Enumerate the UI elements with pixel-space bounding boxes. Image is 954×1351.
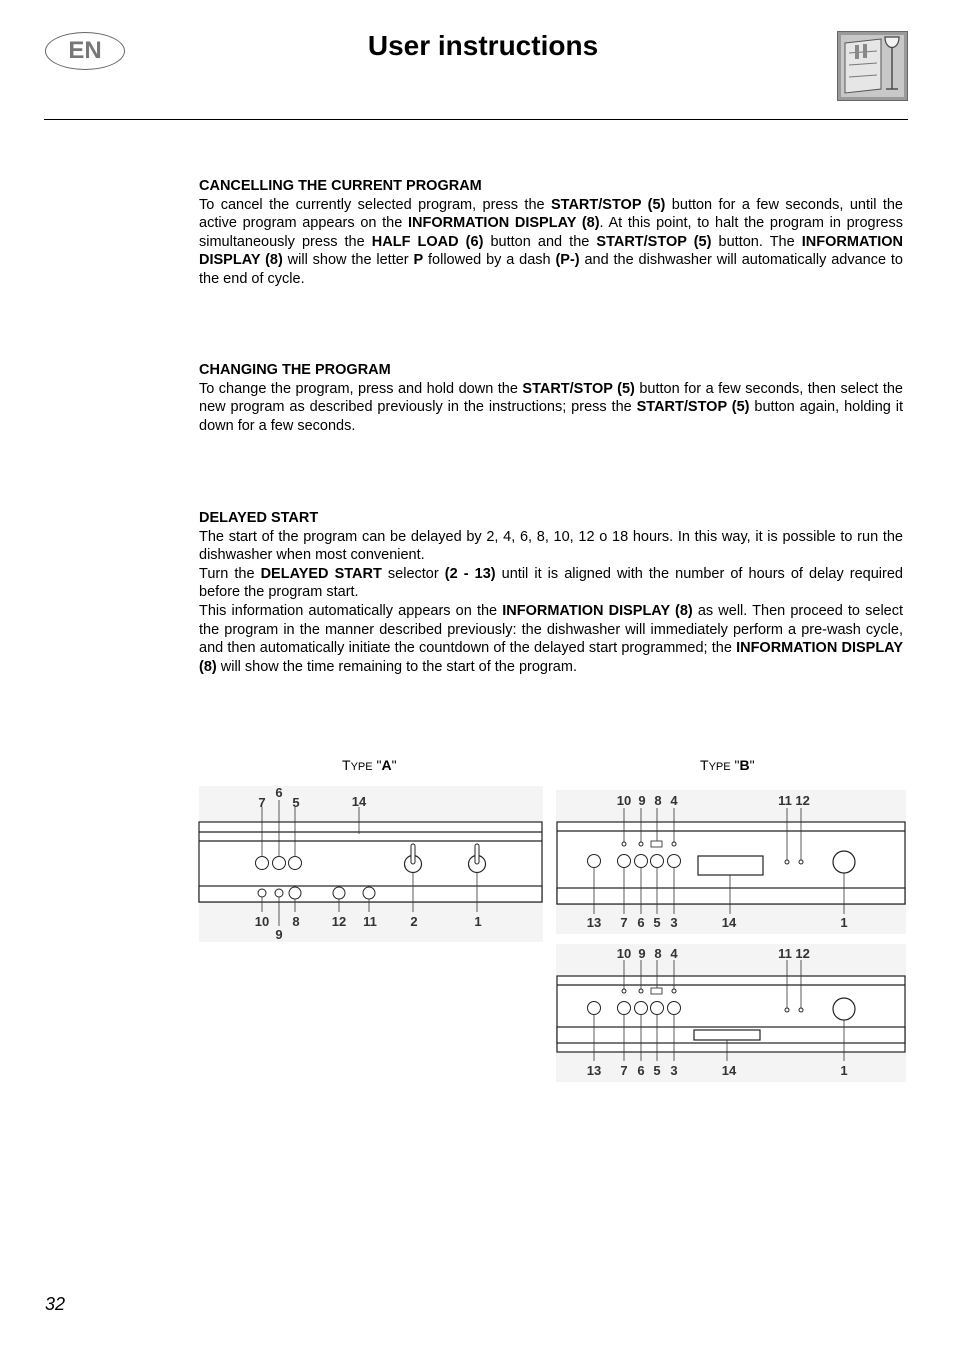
callout-label: 10	[616, 946, 632, 961]
header-rule	[44, 119, 908, 120]
callout-label: 5	[653, 1063, 661, 1078]
callout-label: 13	[586, 1063, 602, 1078]
bold-term: INFORMATION DISPLAY (8)	[502, 602, 693, 619]
type-a-label: TYPE "A"	[342, 757, 397, 773]
bold-term: HALF LOAD (6)	[371, 233, 484, 250]
callout-label: 8	[292, 914, 300, 929]
section-paragraph: This information automatically appears on the INFORMATION DISPLAY (8) as well. Then proceed to select the program in the manner described previously: the dishwasher will immediately perform a pre-wash cycle, and then automatically initiate the countdown of the delayed start programmed; the INFORMATION DISPLAY (8) will show the time remaining to the start of the program.	[199, 602, 904, 675]
type-a-control-panel	[199, 782, 543, 946]
page-title: User instructions	[367, 30, 599, 61]
bold-term: (P-)	[555, 252, 580, 269]
callout-label: 4	[670, 946, 678, 961]
bold-term: P	[413, 252, 424, 269]
section-cancelling	[199, 177, 903, 289]
callout-label: 10	[254, 914, 270, 929]
section-paragraph: Turn the DELAYED START selector (2 - 13) until it is aligned with the number of hours of delay required before the program start.	[199, 565, 903, 601]
callout-label: 7	[620, 1063, 628, 1078]
type-b-control-panel-1	[556, 782, 906, 934]
callout-label: 8	[654, 793, 662, 808]
callout-label: 3	[670, 915, 678, 930]
callout-label: 2	[410, 914, 418, 929]
callout-label: 9	[638, 946, 646, 961]
bold-term: START/STOP (5)	[551, 196, 666, 213]
callout-label: 14	[351, 794, 367, 809]
bold-term: INFORMATION DISPLAY (8)	[407, 215, 600, 232]
callout-label: 7	[620, 915, 628, 930]
callout-label: 9	[275, 927, 283, 942]
bold-term: INFORMATION DISPLAY (8)	[199, 233, 903, 269]
language-badge: EN	[45, 32, 125, 70]
dishwasher-icon	[837, 31, 908, 101]
callout-label: 7	[258, 795, 266, 810]
callout-label: 11 12	[778, 946, 810, 961]
section-paragraph: To change the program, press and hold down the START/STOP (5) button for a few seconds, then select the new program as described previously in the instructions; press the START/STOP (5) button again, holding it down for a few seconds.	[199, 380, 903, 434]
bold-term: DELAYED START	[260, 565, 382, 582]
callout-label: 11	[363, 914, 377, 929]
section-paragraph: To cancel the currently selected program, press the START/STOP (5) button for a few seconds, until the active program appears on the INFORMATION DISPLAY (8). At this point, to halt the program in progress simultaneously press the HALF LOAD (6) button and the START/STOP (5) button. The INFORMATION DISPLAY (8) will show the letter P followed by a dash (P-) and the dishwasher will automatically advance to the end of cycle.	[199, 196, 903, 287]
callout-label: 14	[721, 1063, 737, 1078]
section-heading: DELAYED START	[199, 510, 319, 526]
bold-term: (2 - 13)	[444, 565, 496, 582]
page-number: 32	[45, 1294, 66, 1314]
type-b-control-panel-2	[556, 936, 906, 1082]
callout-label: 6	[637, 1063, 645, 1078]
callout-label: 6	[275, 785, 283, 800]
callout-label: 12	[331, 914, 347, 929]
callout-label: 14	[721, 915, 737, 930]
section-changing	[199, 361, 903, 435]
bold-term: START/STOP (5)	[596, 233, 712, 250]
type-b-label: TYPE "B"	[700, 757, 755, 773]
callout-label: 4	[670, 793, 678, 808]
bold-term: START/STOP (5)	[522, 380, 635, 397]
callout-label: 1	[840, 915, 848, 930]
callout-label: 5	[653, 915, 661, 930]
bold-term: INFORMATION DISPLAY (8)	[199, 640, 903, 675]
callout-label: 6	[637, 915, 645, 930]
bold-term: START/STOP (5)	[636, 399, 750, 416]
callout-label: 10	[616, 793, 632, 808]
callout-label: 1	[840, 1063, 848, 1078]
callout-label: 1	[474, 914, 482, 929]
callout-label: 8	[654, 946, 662, 961]
section-paragraph: The start of the program can be delayed by 2, 4, 6, 8, 10, 12 o 18 hours. In this way, it is possible to run the dishwasher when most convenient.	[199, 528, 903, 564]
section-delayed-start	[199, 509, 903, 676]
callout-label: 11 12	[778, 793, 810, 808]
section-heading: CANCELLING THE CURRENT PROGRAM	[199, 178, 482, 194]
callout-label: 13	[586, 915, 602, 930]
callout-label: 3	[670, 1063, 678, 1078]
section-heading: CHANGING THE PROGRAM	[199, 362, 391, 378]
callout-label: 9	[638, 793, 646, 808]
callout-label: 5	[292, 795, 300, 810]
